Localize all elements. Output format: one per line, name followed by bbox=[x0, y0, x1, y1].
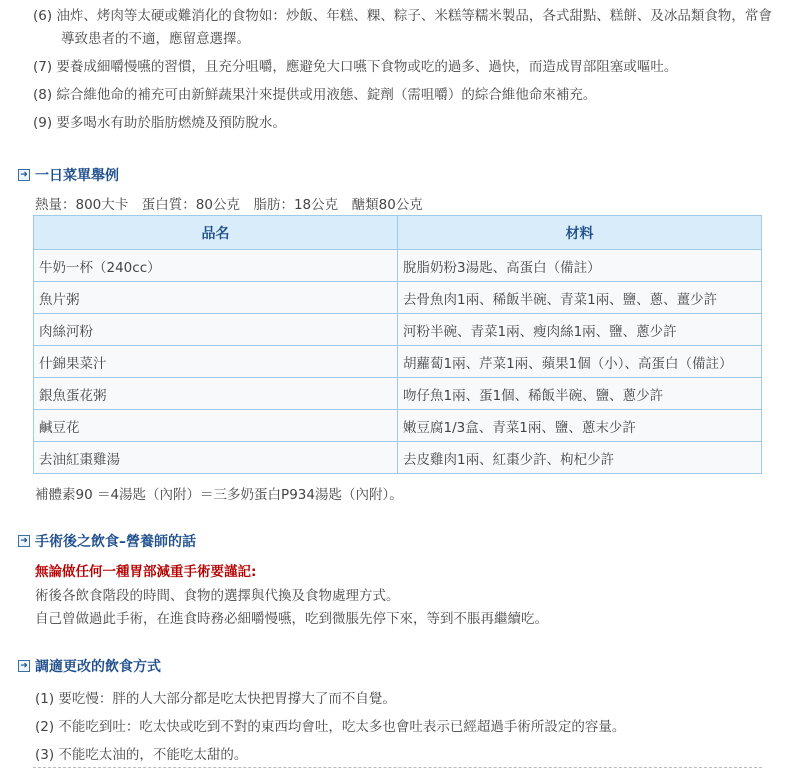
dish-ingredients: 嫩豆腐1/3盒、青菜1兩、鹽、蔥末少許 bbox=[398, 410, 762, 442]
column-header-ingredients: 材料 bbox=[398, 216, 762, 250]
tips-list bbox=[33, 5, 773, 140]
table-row bbox=[34, 442, 762, 474]
column-header-name: 品名 bbox=[34, 216, 398, 250]
list-item bbox=[35, 741, 625, 769]
dish-ingredients: 去骨魚肉1兩、稀飯半碗、青菜1兩、鹽、蔥、薑少許 bbox=[398, 282, 762, 314]
bottom-divider bbox=[33, 767, 762, 768]
tip-text: 油炸、烤肉等太硬或難消化的食物如：炒飯、年糕、粿、粽子、米糕等糯米製品，各式甜點、糕餅、及冰品類食物，常會導致患者的不適，應留意選擇。 bbox=[56, 8, 772, 47]
table-row bbox=[34, 346, 762, 378]
arrow-right-box-icon: ➜ bbox=[18, 660, 30, 672]
section-title: 調適更改的飲食方式 bbox=[35, 659, 161, 675]
dish-ingredients: 去皮雞肉1兩、紅棗少許、枸杞少許 bbox=[398, 442, 762, 474]
table-row bbox=[34, 410, 762, 442]
arrow-right-box-icon: ➜ bbox=[18, 169, 30, 181]
dish-name: 鹹豆花 bbox=[34, 410, 398, 442]
list-item bbox=[35, 685, 625, 713]
dish-ingredients: 河粉半碗、青菜1兩、瘦肉絲1兩、鹽、蔥少許 bbox=[398, 314, 762, 346]
tip-item bbox=[33, 84, 773, 107]
tip-number: (8) bbox=[33, 87, 53, 103]
post-paragraph: 自己曾做過此手術，在進食時務必細嚼慢嚥，吃到微脹先停下來，等到不脹再繼續吃。 bbox=[35, 611, 548, 627]
item-text: 不能吃太油的，不能吃太甜的。 bbox=[58, 747, 248, 763]
section-title: 手術後之飲食–營養師的話 bbox=[35, 534, 196, 550]
dish-ingredients: 脫脂奶粉3湯匙、高蛋白（備註） bbox=[398, 250, 762, 282]
menu-table bbox=[33, 215, 762, 474]
arrow-right-box-icon: ➜ bbox=[18, 535, 30, 547]
dish-ingredients: 胡蘿蔔1兩、芹菜1兩、蘋果1個（小）、高蛋白（備註） bbox=[398, 346, 762, 378]
dish-ingredients: 吻仔魚1兩、蛋1個、稀飯半碗、鹽、蔥少許 bbox=[398, 378, 762, 410]
tip-item bbox=[33, 5, 773, 51]
table-header-row bbox=[34, 216, 762, 250]
dish-name: 魚片粥 bbox=[34, 282, 398, 314]
tip-text: 要養成細嚼慢嚥的習慣，且充分咀嚼，應避免大口嚥下食物或吃的過多、過快，而造成胃部阻塞或嘔吐。 bbox=[56, 59, 678, 75]
tip-number: (9) bbox=[33, 115, 53, 131]
item-number: (2) bbox=[35, 719, 55, 735]
table-row bbox=[34, 250, 762, 282]
nutrient-summary: 熱量：800大卡 蛋白質：80公克 脂肪：18公克 醣類80公克 bbox=[35, 197, 423, 213]
item-number: (3) bbox=[35, 747, 55, 763]
supplement-note: 補體素90 ＝4湯匙（內附）＝三多奶蛋白P934湯匙（內附）。 bbox=[35, 487, 403, 503]
tip-number: (7) bbox=[33, 59, 53, 75]
list-item bbox=[35, 713, 625, 741]
tip-number: (6) bbox=[33, 8, 53, 24]
table-row bbox=[34, 282, 762, 314]
item-text: 不能吃到吐：吃太快或吃到不對的東西均會吐，吃太多也會吐表示已經超過手術所設定的容量。 bbox=[58, 719, 626, 735]
tip-item bbox=[33, 112, 773, 135]
dish-name: 牛奶一杯（240cc） bbox=[34, 250, 398, 282]
post-section-header bbox=[18, 531, 196, 551]
tip-text: 綜合維他命的補充可由新鮮蔬果汁來提供或用液態、錠劑（需咀嚼）的綜合維他命來補充。 bbox=[56, 87, 597, 103]
tip-text: 要多喝水有助於脂肪燃燒及預防脫水。 bbox=[56, 115, 286, 131]
dish-name: 去油紅棗雞湯 bbox=[34, 442, 398, 474]
table-row bbox=[34, 314, 762, 346]
post-paragraph: 術後各飲食階段的時間、食物的選擇與代換及食物處理方式。 bbox=[35, 588, 400, 604]
adjust-list bbox=[35, 685, 625, 769]
menu-section-header bbox=[18, 165, 119, 185]
dish-name: 什錦果菜汁 bbox=[34, 346, 398, 378]
warning-text: 無論做任何一種胃部減重手術要謹記: bbox=[35, 564, 257, 580]
adjust-section-header bbox=[18, 656, 161, 676]
item-number: (1) bbox=[35, 691, 55, 707]
dish-name: 肉絲河粉 bbox=[34, 314, 398, 346]
tip-item bbox=[33, 56, 773, 79]
table-row bbox=[34, 378, 762, 410]
section-title: 一日菜單舉例 bbox=[35, 168, 119, 184]
item-text: 要吃慢：胖的人大部分都是吃太快把胃撐大了而不自覺。 bbox=[58, 691, 396, 707]
dish-name: 銀魚蛋花粥 bbox=[34, 378, 398, 410]
